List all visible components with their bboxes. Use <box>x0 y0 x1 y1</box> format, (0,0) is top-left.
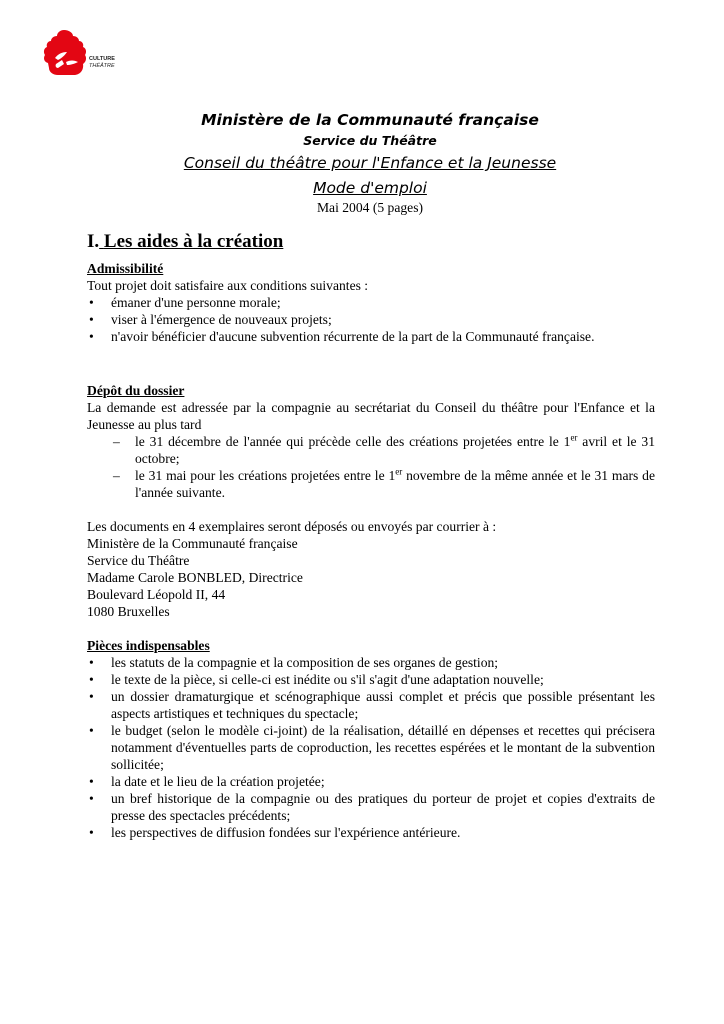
conseil-title: Conseil du théâtre pour l'Enfance et la Jeunesse <box>183 154 557 172</box>
pieces-list <box>87 654 655 841</box>
admissibilite-list <box>87 294 655 345</box>
section-number: I. <box>87 231 100 252</box>
list-item: • le texte de la pièce, si celle-ci est inédite ou s'il s'agit d'une adaptation nouvelle; <box>87 671 655 688</box>
document-body <box>87 230 655 841</box>
logo-text <box>89 56 115 70</box>
list-item: • n'avoir bénéficier d'aucune subvention récurrente de la part de la Communauté française. <box>87 328 655 345</box>
depot-list <box>87 433 655 501</box>
postal-address <box>87 535 655 620</box>
list-item: • la date et le lieu de la création projetée; <box>87 773 655 790</box>
address-line: Ministère de la Communauté française <box>87 536 298 551</box>
section-title: Les aides à la création <box>103 231 284 252</box>
logo-line-culture: CULTURE <box>89 56 115 62</box>
document-date: Mai 2004 (5 pages) <box>316 200 424 215</box>
list-item: • un dossier dramaturgique et scénographique aussi complet et précis que possible présentant les aspects artistiques et techniques du spectacle; <box>87 688 655 722</box>
address-line: Boulevard Léopold II, 44 <box>87 587 226 602</box>
rooster-logo-icon <box>40 28 88 78</box>
list-item: – le 31 mai pour les créations projetées entre le 1er novembre de la même année et le 31 mars de l'année suivante. <box>87 467 655 501</box>
pieces-heading: Pièces indispensables <box>87 638 210 653</box>
list-item: • les statuts de la compagnie et la composition de ses organes de gestion; <box>87 654 655 671</box>
mode-emploi-title: Mode d'emploi <box>313 179 427 197</box>
list-item: • le budget (selon le modèle ci-joint) de la réalisation, détaillé en dépenses et recettes qui précisera notamment d'éventuelles parts de coproduction, les recettes espérées et le montant de la subvention sollicitée; <box>87 722 655 773</box>
admissibilite-heading: Admissibilité <box>87 261 164 276</box>
address-line: Madame Carole BONBLED, Directrice <box>87 570 303 585</box>
service-title: Service du Théâtre <box>303 133 437 148</box>
list-item: – le 31 décembre de l'année qui précède celle des créations projetées entre le 1er avril et le 31 octobre; <box>87 433 655 467</box>
address-line: 1080 Bruxelles <box>87 604 170 619</box>
admissibilite-intro: Tout projet doit satisfaire aux conditions suivantes : <box>87 278 369 293</box>
depot-heading: Dépôt du dossier <box>87 383 185 398</box>
list-item: • un bref historique de la compagnie ou des pratiques du porteur de projet et copies d'extraits de presse des spectacles précédents; <box>87 790 655 824</box>
list-item: • les perspectives de diffusion fondées sur l'expérience antérieure. <box>87 824 655 841</box>
ministry-title: Ministère de la Communauté française <box>201 111 539 129</box>
documents-intro: Les documents en 4 exemplaires seront déposés ou envoyés par courrier à : <box>87 519 497 534</box>
logo-line-theatre: THÉÂTRE <box>89 63 115 69</box>
list-item: • viser à l'émergence de nouveaux projets; <box>87 311 655 328</box>
depot-intro: La demande est adressée par la compagnie au secrétariat du Conseil du théâtre pour l'Enfance et la Jeunesse au plus tard <box>87 400 655 432</box>
list-item: • émaner d'une personne morale; <box>87 294 655 311</box>
address-line: Service du Théâtre <box>87 553 190 568</box>
section-heading <box>87 230 655 254</box>
